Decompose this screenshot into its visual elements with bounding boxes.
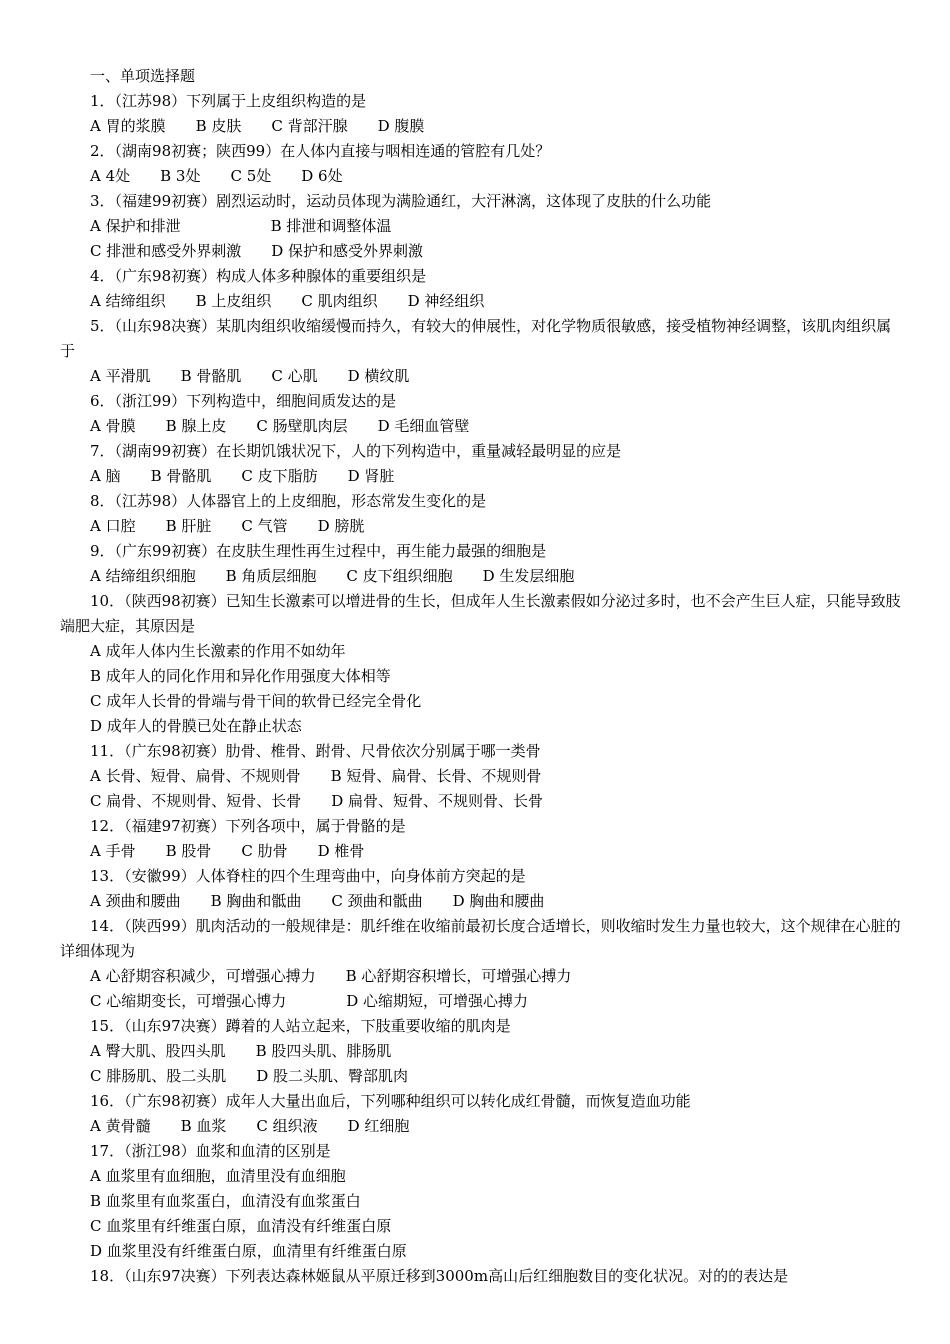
answer-options: A 心舒期容积减少，可增强心搏力 B 心舒期容积增长，可增强心搏力: [90, 967, 572, 985]
question-stem: 18．（山东97决赛）下列表达森林姬鼠从平原迁移到3000m高山后红细胞数目的变化状况。对的的表达是: [90, 1267, 789, 1285]
question-stem: 11．（广东98初赛）肋骨、椎骨、跗骨、尺骨依次分别属于哪一类骨: [90, 742, 541, 760]
question-stem: 13．（安徽99）人体脊柱的四个生理弯曲中，向身体前方突起的是: [90, 867, 526, 885]
question-stem: 5．（山东98决赛）某肌肉组织收缩缓慢而持久，有较大的伸展性，对化学物质很敏感，接受植物神经调整，该肌肉组织属于: [60, 317, 892, 360]
question-stem: 2．（湖南98初赛；陕西99）在人体内直接与咽相连通的管腔有几处？: [90, 142, 551, 160]
answer-options: A 骨膜 B 腺上皮 C 肠壁肌肉层 D 毛细血管壁: [90, 417, 470, 435]
answer-options: A 平滑肌 B 骨骼肌 C 心肌 D 横纹肌: [90, 367, 410, 385]
answer-options: C 腓肠肌、股二头肌 D 股二头肌、臀部肌肉: [90, 1067, 409, 1085]
question-stem: 7．（湖南99初赛）在长期饥饿状况下，人的下列构造中，重量减轻最明显的应是: [90, 442, 622, 460]
answer-options: A 脑 B 骨骼肌 C 皮下脂肪 D 肾脏: [90, 467, 395, 485]
answer-options: A 结缔组织细胞 B 角质层细胞 C 皮下组织细胞 D 生发层细胞: [90, 567, 575, 585]
answer-options: C 成年人长骨的骨端与骨干间的软骨已经完全骨化: [90, 692, 422, 710]
question-stem: 17．（浙江98）血浆和血清的区别是: [90, 1142, 331, 1160]
answer-options: A 臀大肌、股四头肌 B 股四头肌、腓肠肌: [90, 1042, 392, 1060]
answer-options: B 成年人的同化作用和异化作用强度大体相等: [90, 667, 391, 685]
question-stem: 4．（广东98初赛）构成人体多种腺体的重要组织是: [90, 267, 427, 285]
answer-options: A 保护和排泄 B 排泄和调整体温: [90, 217, 392, 235]
answer-options: D 血浆里没有纤维蛋白原，血清里有纤维蛋白原: [90, 1242, 407, 1260]
answer-options: A 4处 B 3处 C 5处 D 6处: [90, 167, 343, 185]
answer-options: A 胃的浆膜 B 皮肤 C 背部汗腺 D 腹膜: [90, 117, 425, 135]
answer-options: A 血浆里有血细胞，血清里没有血细胞: [90, 1167, 346, 1185]
answer-options: A 长骨、短骨、扁骨、不规则骨 B 短骨、扁骨、长骨、不规则骨: [90, 767, 542, 785]
answer-options: A 黄骨髓 B 血浆 C 组织液 D 红细胞: [90, 1117, 410, 1135]
document-page: [60, 64, 902, 1289]
question-stem: 16．（广东98初赛）成年人大量出血后，下列哪种组织可以转化成红骨髓，而恢复造血功能: [90, 1092, 691, 1110]
answer-options: A 颈曲和腰曲 B 胸曲和骶曲 C 颈曲和骶曲 D 胸曲和腰曲: [90, 892, 545, 910]
question-stem: 9．（广东99初赛）在皮肤生理性再生过程中，再生能力最强的细胞是: [90, 542, 547, 560]
question-list: [60, 89, 902, 1289]
question-stem: 15．（山东97决赛）蹲着的人站立起来，下肢重要收缩的肌肉是: [90, 1017, 511, 1035]
answer-options: C 血浆里有纤维蛋白原，血清没有纤维蛋白原: [90, 1217, 392, 1235]
answer-options: C 排泄和感受外界刺激 D 保护和感受外界刺激: [90, 242, 424, 260]
question-stem: 12．（福建97初赛）下列各项中，属于骨骼的是: [90, 817, 406, 835]
answer-options: D 成年人的骨膜已处在静止状态: [90, 717, 302, 735]
question-stem: 8．（江苏98）人体器官上的上皮细胞，形态常发生变化的是: [90, 492, 487, 510]
answer-options: C 心缩期变长，可增强心博力 D 心缩期短，可增强心搏力: [90, 992, 529, 1010]
answer-options: A 口腔 B 肝脏 C 气管 D 膀胱: [90, 517, 365, 535]
answer-options: B 血浆里有血浆蛋白，血清没有血浆蛋白: [90, 1192, 361, 1210]
question-stem: 6．（浙江99）下列构造中，细胞间质发达的是: [90, 392, 397, 410]
question-stem: 10．（陕西98初赛）已知生长激素可以增进骨的生长，但成年人生长激素假如分泌过多时，也不会产生巨人症，只能导致肢端肥大症，其原因是: [60, 592, 901, 635]
answer-options: C 扁骨、不规则骨、短骨、长骨 D 扁骨、短骨、不规则骨、长骨: [90, 792, 544, 810]
question-stem: 3．（福建99初赛）剧烈运动时，运动员体现为满脸通红，大汗淋漓，这体现了皮肤的什么功能: [90, 192, 712, 210]
question-stem: 1．（江苏98）下列属于上皮组织构造的是: [90, 92, 367, 110]
answer-options: A 结缔组织 B 上皮组织 C 肌肉组织 D 神经组织: [90, 292, 485, 310]
answer-options: A 成年人体内生长激素的作用不如幼年: [90, 642, 346, 660]
answer-options: A 手骨 B 股骨 C 肋骨 D 椎骨: [90, 842, 365, 860]
section-title: 一、单项选择题: [90, 67, 196, 85]
question-stem: 14．（陕西99）肌肉活动的一般规律是：肌纤维在收缩前最初长度合适增长，则收缩时发生力量也较大，这个规律在心脏的详细体现为: [60, 917, 901, 960]
